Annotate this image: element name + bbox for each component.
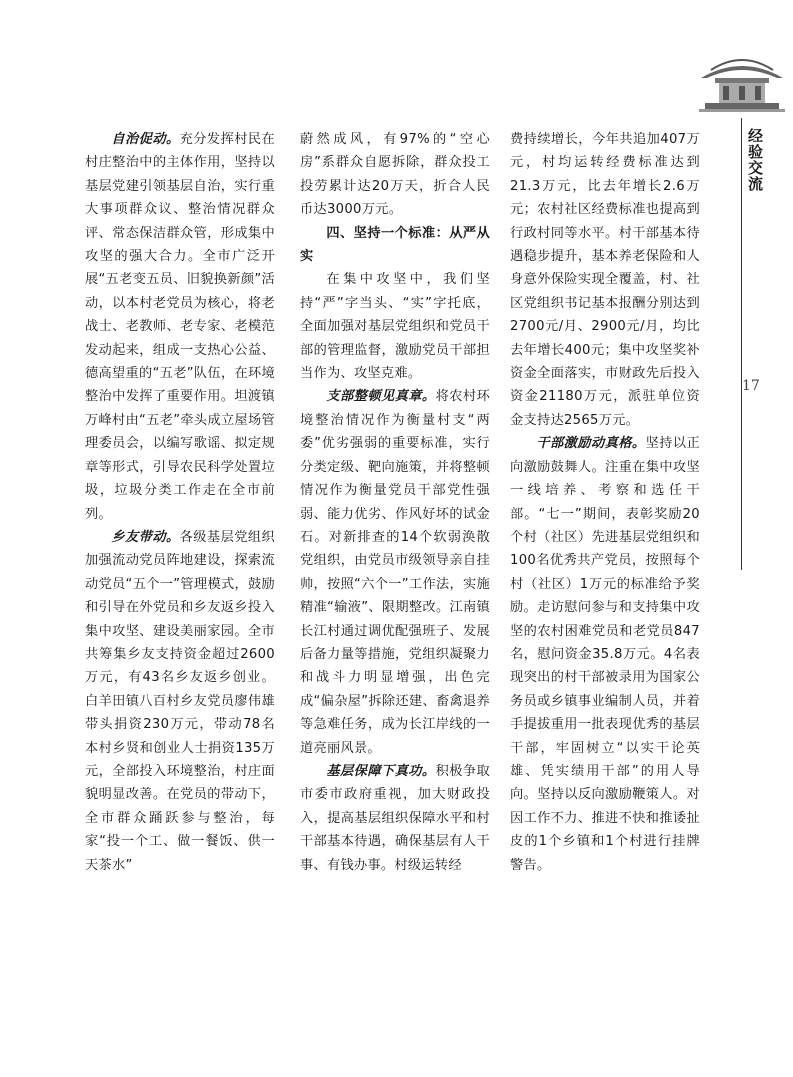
section-label: 经验交流 <box>746 128 764 192</box>
paragraph <box>510 432 700 877</box>
paragraph <box>300 268 490 385</box>
section-heading <box>300 222 490 269</box>
paragraph-lead: 乡友带动。 <box>111 529 180 545</box>
paragraph <box>300 385 490 760</box>
paragraph-lead: 基层保障下真功。 <box>326 763 436 779</box>
paragraph-text: 积极争取市委市政府重视，加大财政投入，提高基层组织保障水平和村干部基本待遇，确保基层有人干事、有钱办事。村级运转经 <box>300 763 490 873</box>
text-column-1 <box>85 128 275 877</box>
page-number: 17 <box>742 378 760 394</box>
paragraph-text: 费持续增长，今年共追加407万元，村均运转经费标准达到21.3万元，比去年增长2.6万元；农村社区经费标准也提高到行政村同等水平。村干部基本待遇稳步提升，基本养老保险和人身意外保险实现全覆盖，村、社区党组织书记基本报酬分别达到2700元/月、2900元/月，均比去年增长400元；集中攻坚奖补资金全面落实，市财政先后投入资金21180万元，派驻单位资金支持达2565万元。 <box>510 132 700 428</box>
paragraph-text: 充分发挥村民在村庄整治中的主体作用，坚持以基层党建引领基层自治，实行重大事项群众议、整治情况群众评、常态保洁群众管，形成集中攻坚的强大合力。全市广泛开展“五老变五员、旧貌换新颜”活动，以本村老党员为核心，将老战士、老教师、老专家、老模范发动起来，组成一支热心公益、德高望重的“五老”队伍，在环境整治中发挥了重要作用。坦渡镇万峰村由“五老”牵头成立屋场管理委员会，以编写歌谣、拟定规章等形式，引导农民科学处置垃圾，垃圾分类工作走在全市前列。 <box>85 132 275 522</box>
paragraph-text: 蔚然成风，有97%的“空心房”系群众自愿拆除，群众投工投劳累计达20万天，折合人民币达3000万元。 <box>300 132 490 218</box>
text-column-3 <box>510 128 700 877</box>
paragraph-text: 坚持以正向激励鼓舞人。注重在集中攻坚一线培养、考察和选任干部。“七一”期间，表彰奖励20个村（社区）先进基层党组织和100名优秀共产党员，按照每个村（社区）1万元的标准给予奖励。走访慰问参与和支持集中攻坚的农村困难党员和老党员847名，慰问资金35.8万元。4名表现突出的村干部被录用为国家公务员或乡镇事业编制人员，并着手提拔重用一批表现优秀的基层干部，牢固树立“以实干论英雄、凭实绩用干部”的用人导向。坚持以反向激励鞭策人。对因工作不力、推进不快和推诿扯皮的1个乡镇和1个村进行挂牌警告。 <box>510 436 700 873</box>
pavilion-logo-icon <box>697 52 787 114</box>
paragraph <box>510 128 700 432</box>
paragraph <box>300 760 490 877</box>
sidebar-divider <box>741 118 742 570</box>
paragraph-text: 将农村环境整治情况作为衡量村支“两委”优劣强弱的重要标准，实行分类定级、靶向施策，并将整顿情况作为衡量党员干部党性强弱、能力优劣、作风好坏的试金石。对新排查的14个软弱涣散党组织，由党员市级领导亲自挂帅，按照“六个一”工作法，实施精准“输液”、限期整改。江南镇长江村通过调优配强班子、发展后备力量等措施，党组织凝聚力和战斗力明显增强，出色完成“偏杂屋”拆除还建、畜禽退养等急难任务，成为长江岸线的一道亮丽风景。 <box>300 389 490 756</box>
paragraph-lead: 支部整顿见真章。 <box>326 389 436 405</box>
heading-text: 四、坚持一个标准：从严从实 <box>300 225 490 265</box>
paragraph <box>300 128 490 222</box>
paragraph-text: 在集中攻坚中，我们坚持“严”字当头、“实”字托底，全面加强对基层党组织和党员干部的管理监督，激励党员干部担当作为、攻坚克难。 <box>300 272 490 382</box>
paragraph-text: 各级基层党组织加强流动党员阵地建设，探索流动党员“五个一”管理模式，鼓励和引导在外党员和乡友返乡投入集中攻坚、建设美丽家园。全市共筹集乡友支持资金超过2600万元，有43名乡友返乡创业。白羊田镇八百村乡友党员廖伟雄带头捐资230万元，带动78名本村乡贤和创业人士捐资135万元，全部投入环境整治，村庄面貌明显改善。在党员的带动下，全市群众踊跃参与整治，每家“投一个工、做一餐饭、供一天茶水” <box>85 529 275 873</box>
paragraph <box>85 128 275 526</box>
text-column-2 <box>300 128 490 877</box>
paragraph <box>85 526 275 877</box>
paragraph-lead: 自治促动。 <box>111 132 180 147</box>
paragraph-lead: 干部激励动真格。 <box>536 436 646 452</box>
